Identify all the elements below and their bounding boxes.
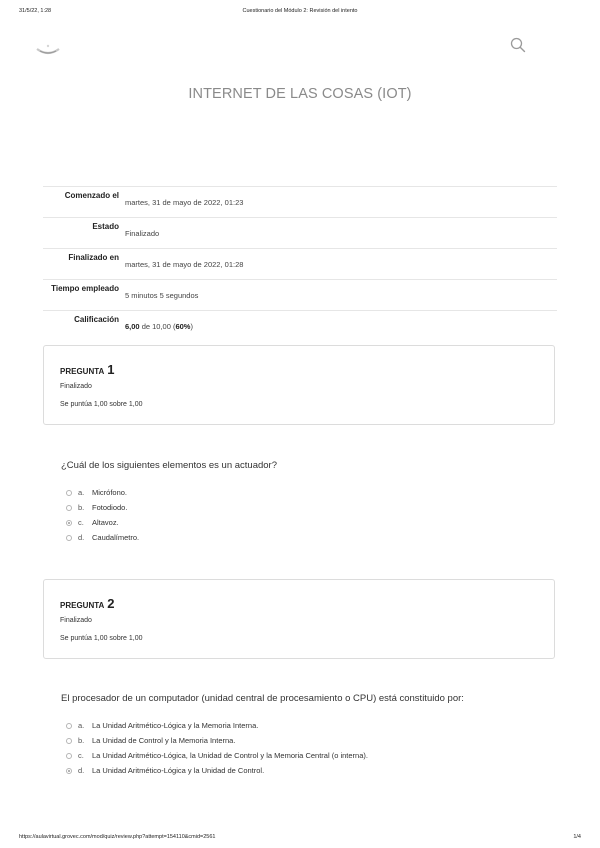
summary-value: Finalizado (125, 229, 160, 238)
answer-letter: b. (78, 736, 85, 745)
answer-option[interactable] (66, 485, 139, 500)
summary-label: Tiempo empleado (51, 284, 119, 293)
question-state: Finalizado (60, 617, 92, 624)
answer-text: Caudalímetro. (92, 533, 140, 542)
grade-close: ) (190, 322, 193, 331)
radio-button[interactable] (66, 490, 72, 496)
summary-row-started (43, 186, 557, 217)
radio-button[interactable] (66, 738, 72, 744)
answer-option[interactable] (66, 748, 368, 763)
radio-button[interactable] (66, 723, 72, 729)
answer-list (66, 485, 139, 545)
answer-option[interactable] (66, 763, 368, 778)
answer-text: Altavoz. (92, 518, 119, 527)
search-icon[interactable] (510, 37, 526, 53)
print-datetime: 31/5/22, 1:28 (19, 8, 52, 14)
answer-option[interactable] (66, 718, 368, 733)
grade-of-text: de 10,00 ( (139, 322, 176, 331)
answer-letter: a. (78, 721, 85, 730)
radio-button[interactable] (66, 753, 72, 759)
site-logo-icon[interactable] (34, 38, 62, 58)
answer-letter: c. (78, 751, 84, 760)
print-header (19, 8, 581, 18)
question-grade: Se puntúa 1,00 sobre 1,00 (60, 635, 143, 642)
question-grade: Se puntúa 1,00 sobre 1,00 (60, 401, 143, 408)
print-footer (19, 830, 581, 840)
course-title: INTERNET DE LAS COSAS (IOT) (188, 86, 412, 102)
answer-option[interactable] (66, 515, 139, 530)
summary-label: Calificación (74, 315, 119, 324)
answer-letter: b. (78, 503, 85, 512)
attempt-summary-table (43, 186, 557, 341)
answer-option[interactable] (66, 530, 139, 545)
answer-text: La Unidad Aritmético-Lógica y la Unidad de Control. (92, 766, 265, 775)
summary-row-finished (43, 248, 557, 279)
grade-percent: 60% (175, 322, 191, 331)
answer-text: La Unidad Aritmético-Lógica, la Unidad de Control y la Memoria Central (o interna). (92, 751, 368, 760)
question-info-card (43, 579, 555, 659)
print-page-title: Cuestionario del Módulo 2: Revisión del intento (242, 8, 358, 14)
radio-button[interactable] (66, 505, 72, 511)
radio-button[interactable] (66, 535, 72, 541)
print-page-number: 1/4 (573, 834, 581, 840)
question-label: PREGUNTA (60, 601, 105, 610)
answer-letter: a. (78, 488, 85, 497)
summary-label: Estado (92, 222, 119, 231)
summary-label: Comenzado el (64, 191, 119, 200)
answer-letter: c. (78, 518, 84, 527)
summary-row-time-taken (43, 279, 557, 310)
answer-text: La Unidad de Control y la Memoria Interna. (92, 736, 236, 745)
summary-value: martes, 31 de mayo de 2022, 01:28 (125, 260, 244, 269)
answer-option[interactable] (66, 500, 139, 515)
summary-row-state (43, 217, 557, 248)
answer-letter: d. (78, 533, 85, 542)
summary-row-grade (43, 310, 557, 341)
summary-grade-value (119, 311, 193, 341)
answer-text: La Unidad Aritmético-Lógica y la Memoria Interna. (92, 721, 259, 730)
summary-value: martes, 31 de mayo de 2022, 01:23 (125, 198, 244, 207)
question-text: El procesador de un computador (unidad central de procesamiento o CPU) está constituido por: (61, 693, 464, 704)
question-heading (60, 596, 115, 611)
grade-score: 6,00 (125, 322, 140, 331)
answer-list (66, 718, 368, 778)
answer-option[interactable] (66, 733, 368, 748)
question-number: 1 (107, 362, 115, 377)
answer-text: Micrófono. (92, 488, 128, 497)
answer-letter: d. (78, 766, 85, 775)
question-label: PREGUNTA (60, 367, 105, 376)
summary-value: 5 minutos 5 segundos (125, 291, 199, 300)
radio-button-checked[interactable] (66, 520, 72, 526)
summary-label: Finalizado en (68, 253, 119, 262)
question-heading (60, 362, 115, 377)
question-number: 2 (107, 596, 115, 611)
question-text: ¿Cuál de los siguientes elementos es un actuador? (61, 460, 277, 471)
radio-button-checked[interactable] (66, 768, 72, 774)
question-state: Finalizado (60, 383, 92, 390)
question-info-card (43, 345, 555, 425)
print-url: https://aulavirtual.grovec.com/mod/quiz/review.php?attempt=154110&cmid=2561 (19, 834, 216, 840)
answer-text: Fotodiodo. (92, 503, 128, 512)
